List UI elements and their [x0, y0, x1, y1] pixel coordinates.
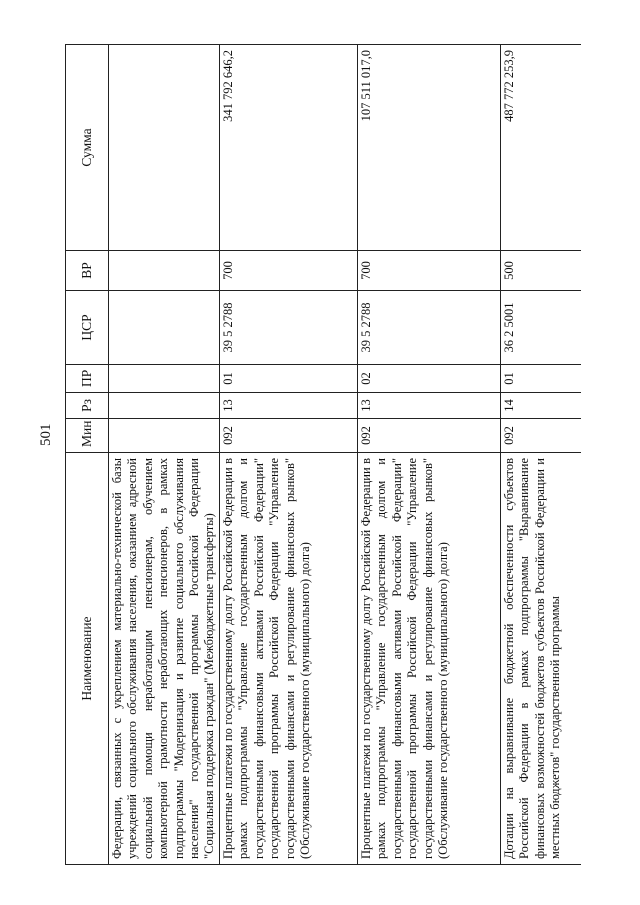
row-name: Процентные платежи по государственному долгу Российской Федерации в рамках подпрограммы "Управление государственным долгом и государственными финансовыми активами Российской Федерации" государственной программы Российской Федерации "Управление государственными финансами и регулирование финансовых рынков" (Обслуживание государственного (муниципального) долга) [358, 453, 501, 865]
row-name: Процентные платежи по государственному долгу Российской Федерации в рамках подпрограммы "Управление государственным долгом и государственными финансовыми активами Российской Федерации" государственной программы Российской Федерации "Управление государственными финансами и регулирование финансовых рынков" (Обслуживание государственного (муниципального) долга) [220, 453, 358, 865]
row-sum: 107 511 017,0 [358, 45, 501, 251]
row-min: 092 [220, 419, 358, 453]
row-vr: 500 [501, 251, 582, 291]
budget-table [65, 44, 581, 865]
row-rz [109, 393, 220, 419]
row-sum: 487 772 253,9 [501, 45, 582, 251]
table-row [358, 45, 501, 865]
row-vr [109, 251, 220, 291]
row-rz: 13 [358, 393, 501, 419]
row-min: 092 [501, 419, 582, 453]
row-csr: 39 5 2788 [220, 291, 358, 365]
header-pr: ПР [66, 365, 109, 393]
row-name: Дотации на выравнивание бюджетной обеспеченности субъектов Российской Федерации в рамках подпрограммы "Выравнивание финансовых возможностей бюджетов субъектов Российской Федерации и местных бюджетов" государственной программы [501, 453, 582, 865]
header-sum: Сумма [66, 45, 109, 251]
row-sum [109, 45, 220, 251]
row-min [109, 419, 220, 453]
row-sum: 341 792 646,2 [220, 45, 358, 251]
row-pr: 01 [220, 365, 358, 393]
row-csr: 39 5 2788 [358, 291, 501, 365]
table-row [109, 45, 220, 865]
row-pr [109, 365, 220, 393]
row-rz: 13 [220, 393, 358, 419]
table-row [220, 45, 358, 865]
header-vr: ВР [66, 251, 109, 291]
row-csr [109, 291, 220, 365]
header-min: Мин [66, 419, 109, 453]
row-rz: 14 [501, 393, 582, 419]
rotated-page-content [65, 45, 613, 865]
row-name: Федерации, связанных с укреплением материально-технической базы учреждений социального обслуживания населения, оказанием адресной социальной помощи неработающим пенсионерам, обучением компьютерной грамотности неработающих пенсионеров, в рамках подпрограммы "Модернизация и развитие социального обслуживания населения" государственной программы Российской Федерации "Социальная поддержка граждан" (Межбюджетные трансферты) [109, 453, 220, 865]
page-number: 501 [38, 423, 54, 446]
row-vr: 700 [358, 251, 501, 291]
table-header-row [66, 45, 109, 865]
header-csr: ЦСР [66, 291, 109, 365]
row-csr: 36 2 5001 [501, 291, 582, 365]
row-min: 092 [358, 419, 501, 453]
header-name: Наименование [66, 453, 109, 865]
header-rz: Рз [66, 393, 109, 419]
row-pr: 02 [358, 365, 501, 393]
table-row [501, 45, 582, 865]
row-vr: 700 [220, 251, 358, 291]
row-pr: 01 [501, 365, 582, 393]
